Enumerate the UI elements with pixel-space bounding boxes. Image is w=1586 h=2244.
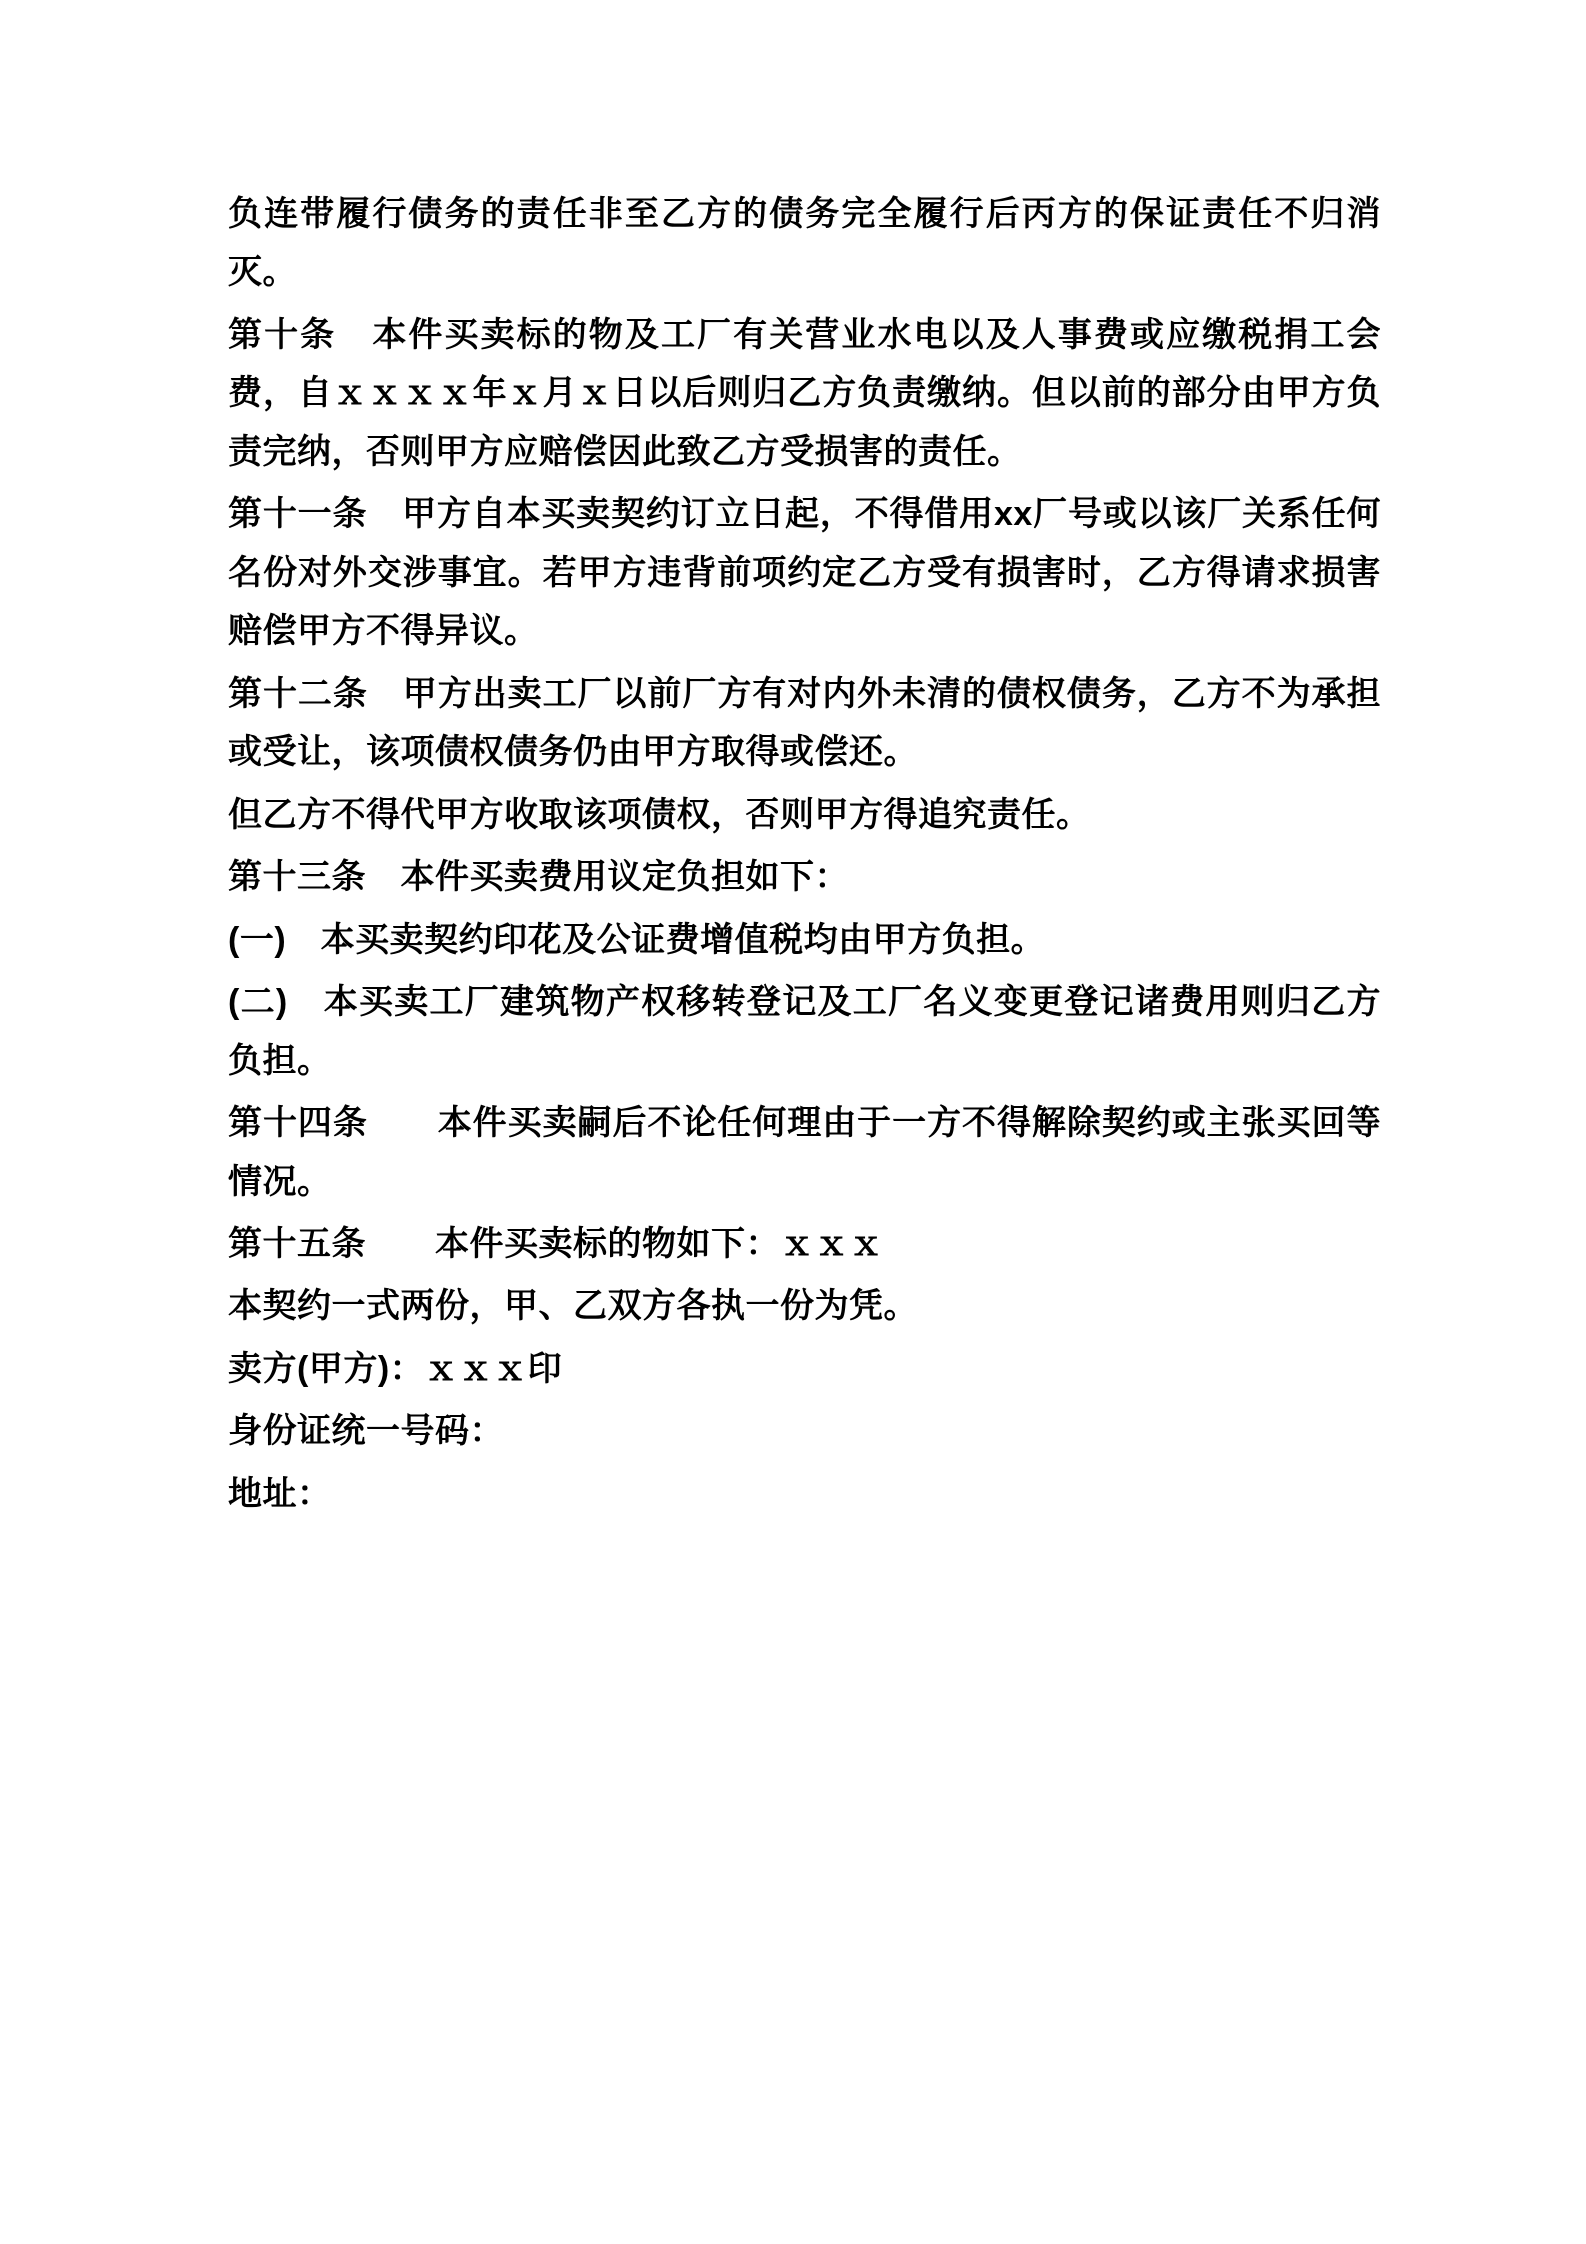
paragraph: 第十二条 甲方出卖工厂以前厂方有对内外未清的债权债务，乙方不为承担或受让，该项债权债务仍由甲方取得或偿还。 [228,674,1381,772]
paragraph: 负连带履行债务的责任非至乙方的债务完全履行后丙方的保证责任不归消灭。 [228,195,1381,292]
paragraph: 第十一条 甲方自本买卖契约订立日起，不得借用xx厂号或以该厂关系任何名份对外交涉事宜。若甲方违背前项约定乙方受有损害时，乙方得请求损害赔偿甲方不得异议。 [228,495,1381,651]
paragraph: 地址： [228,1474,332,1513]
paragraph: (一) 本买卖契约印花及公证费增值税均由甲方负担。 [228,920,1046,959]
paragraph: 但乙方不得代甲方收取该项债权，否则甲方得追究责任。 [228,795,1091,834]
paragraph: 第十四条 本件买卖嗣后不论任何理由于一方不得解除契约或主张买回等情况。 [228,1104,1381,1201]
paragraph: 卖方(甲方)：ｘｘｘ印 [228,1349,563,1388]
paragraph: (二) 本买卖工厂建筑物产权移转登记及工厂名义变更登记诸费用则归乙方负担。 [228,983,1381,1080]
paragraph: 身份证统一号码： [228,1412,504,1451]
paragraph: 第十五条 本件买卖标的物如下：ｘｘｘ [228,1224,884,1263]
paragraph: 第十条 本件买卖标的物及工厂有关营业水电以及人事费或应缴税捐工会费，自ｘｘｘｘ年ｘ月ｘ日以后则归乙方负责缴纳。但以前的部分由甲方负责完纳，否则甲方应赔偿因此致乙方受损害的责任。 [228,315,1381,471]
document-body [228,185,1381,1523]
paragraph: 第十三条 本件买卖费用议定负担如下： [228,858,849,897]
paragraph: 本契约一式两份，甲、乙双方各执一份为凭。 [228,1287,918,1326]
